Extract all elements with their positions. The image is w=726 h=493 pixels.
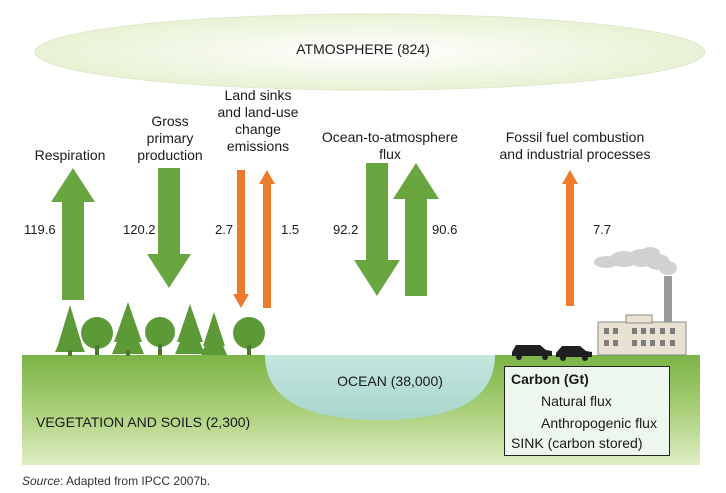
source-text: : Adapted from IPCC 2007b. [60, 474, 211, 488]
source-note [22, 474, 210, 488]
legend-sink-label: SINK (carbon stored) [511, 435, 643, 451]
trees [55, 302, 265, 356]
legend-anthropogenic-label: Anthropogenic flux [541, 415, 657, 431]
ocean-down-value: 92.2 [333, 222, 359, 237]
ocean-label: OCEAN (38,000) [337, 373, 443, 389]
gross-primary-value: 120.2 [123, 222, 156, 237]
vegetation-label: VEGETATION AND SOILS (2,300) [36, 414, 251, 430]
land-sinks-up-value: 1.5 [281, 222, 300, 237]
legend-natural-label: Natural flux [541, 393, 612, 409]
fossil-fuel-label: Fossil fuel combustion and industrial processes [499, 129, 651, 162]
respiration-arrow [51, 168, 95, 300]
respiration-value: 119.6 [24, 222, 56, 237]
ocean-up-value: 90.6 [432, 222, 458, 237]
smoke [594, 247, 677, 275]
legend-title: Carbon (Gt) [511, 371, 589, 387]
land-sinks-label: Land sinks and land-use change emissions [217, 87, 299, 154]
land-sinks-down-arrow [233, 170, 249, 308]
fossil-fuel-arrow [562, 170, 578, 306]
atmosphere-label: ATMOSPHERE (824) [296, 41, 430, 57]
land-sinks-up-arrow [259, 170, 275, 308]
legend [504, 366, 670, 456]
fossil-fuel-value: 7.7 [593, 222, 612, 237]
ocean-atmosphere-label: Ocean-to-atmosphere flux [321, 129, 459, 162]
ocean-down-arrow [354, 163, 400, 296]
land-sinks-down-value: 2.7 [215, 222, 234, 237]
respiration-label: Respiration [34, 147, 106, 163]
factory-icon [594, 247, 686, 355]
deciduous-tree [81, 317, 113, 349]
source-prefix: Source [22, 474, 61, 488]
gross-primary-label: Gross primary production [137, 113, 203, 163]
